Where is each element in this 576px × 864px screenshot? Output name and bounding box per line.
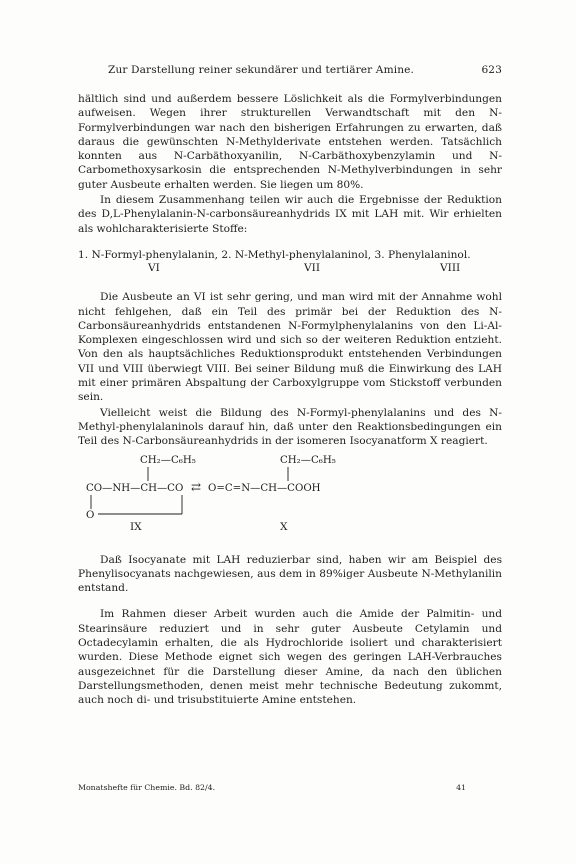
paragraph-1: hältlich sind und außerdem bessere Löslichkeit als die Formylverbindungen aufweisen. Wegen ihrer strukturellen Verwandtschaft mit den N-Formylverbindungen war nach den bisherigen Erfahrungen zu erwarten, daß daraus die gewünschten N-Methylderivate entstehen werden. Tatsächlich konnten aus N-Carbäthoxyanilin, N-Carbäthoxybenzylamin und N-Carbomethoxysarkosin die entsprechenden N-Methylverbindungen in sehr guter Ausbeute erhalten werden. Sie liegen um 80%. [78, 93, 502, 191]
page-number: 623 [481, 64, 502, 76]
formula-left-chain: CO—NH—CH—CO [86, 482, 184, 494]
formula-left-substituent: CH₂—C₆H₅ [140, 454, 196, 466]
formula-ring-oxygen: O [86, 509, 95, 521]
page [78, 64, 502, 708]
formula-label-ix: IX [130, 520, 142, 533]
equilibrium-arrow: ⇄ [191, 479, 202, 494]
reaction-formula [78, 451, 502, 535]
compounds-line: 1. N-Formyl-phenylalanin, 2. N-Methyl-phenylalaninol, 3. Phenylalaninol. [78, 248, 471, 261]
footer-journal: Monatshefte für Chemie. Bd. 82/4. [78, 783, 216, 792]
paragraph-2: In diesem Zusammenhang teilen wir auch die Ergebnisse der Reduktion des D,L-Phenylalanin-N-carbonsäureanhydrids IX mit LAH mit. Wir erhielten als wohlcharakterisierte Stoffe: [78, 194, 502, 235]
formula-right-chain: O=C=N—CH—COOH [208, 482, 321, 494]
formula-right-substituent: CH₂—C₆H₅ [280, 454, 336, 466]
paragraph-5: Daß Isocyanate mit LAH reduzierbar sind, haben wir am Beispiel des Phenylisocyanats nachgewiesen, aus dem in 89%iger Ausbeute N-Methylanilin entstand. [78, 553, 502, 595]
compound-labels [78, 262, 502, 276]
running-head [78, 64, 502, 80]
footer-signature: 41 [456, 783, 466, 792]
compound-label-viii: VIII [440, 262, 461, 275]
page-footer [78, 783, 502, 795]
running-title: Zur Darstellung reiner sekundärer und tertiärer Amine. [108, 64, 414, 76]
paragraph-4: Vielleicht weist die Bildung des N-Formyl-phenylalanins und des N-Methyl-phenylalaninols darauf hin, daß unter den Reaktionsbedingungen ein Teil des N-Carbonsäureanhydrids in der isomeren Isocyanatform X reagiert. [78, 406, 502, 448]
formula-label-x: X [280, 520, 288, 533]
paragraph-6: Im Rahmen dieser Arbeit wurden auch die Amide der Palmitin- und Stearinsäure reduziert und in sehr guter Ausbeute Cetylamin und Octadecylamin erhalten, die als Hydrochloride isoliert und charakterisiert wurden. Diese Methode eignet sich wegen des geringen LAH-Verbrauches ausgezeichnet für die Darstellung dieser Amine, da nach den üblichen Darstellungsmethoden, denen meist mehr technische Bedeutung zukommt, auch noch di- und trisubstituierte Amine entstehen. [78, 608, 502, 707]
compound-label-vi: VI [148, 262, 160, 275]
compound-label-vii: VII [304, 262, 321, 275]
paragraph-3: Die Ausbeute an VI ist sehr gering, und man wird mit der Annahme wohl nicht fehlgehen, daß ein Teil des primär bei der Reduktion des N-Carbonsäureanhydrids entstandenen N-Formylphenylalanins von den Li-Al-Komplexen eingeschlossen wird und sich so der weiteren Reduktion entzieht. Von den als hauptsächliches Reduktionsprodukt entstehenden Verbindungen VII und VIII überwiegt VIII. Bei seiner Bildung muß die Einwirkung des LAH mit einer primären Abspaltung der Carboxylgruppe vom Stickstoff verbunden sein. [78, 291, 502, 404]
